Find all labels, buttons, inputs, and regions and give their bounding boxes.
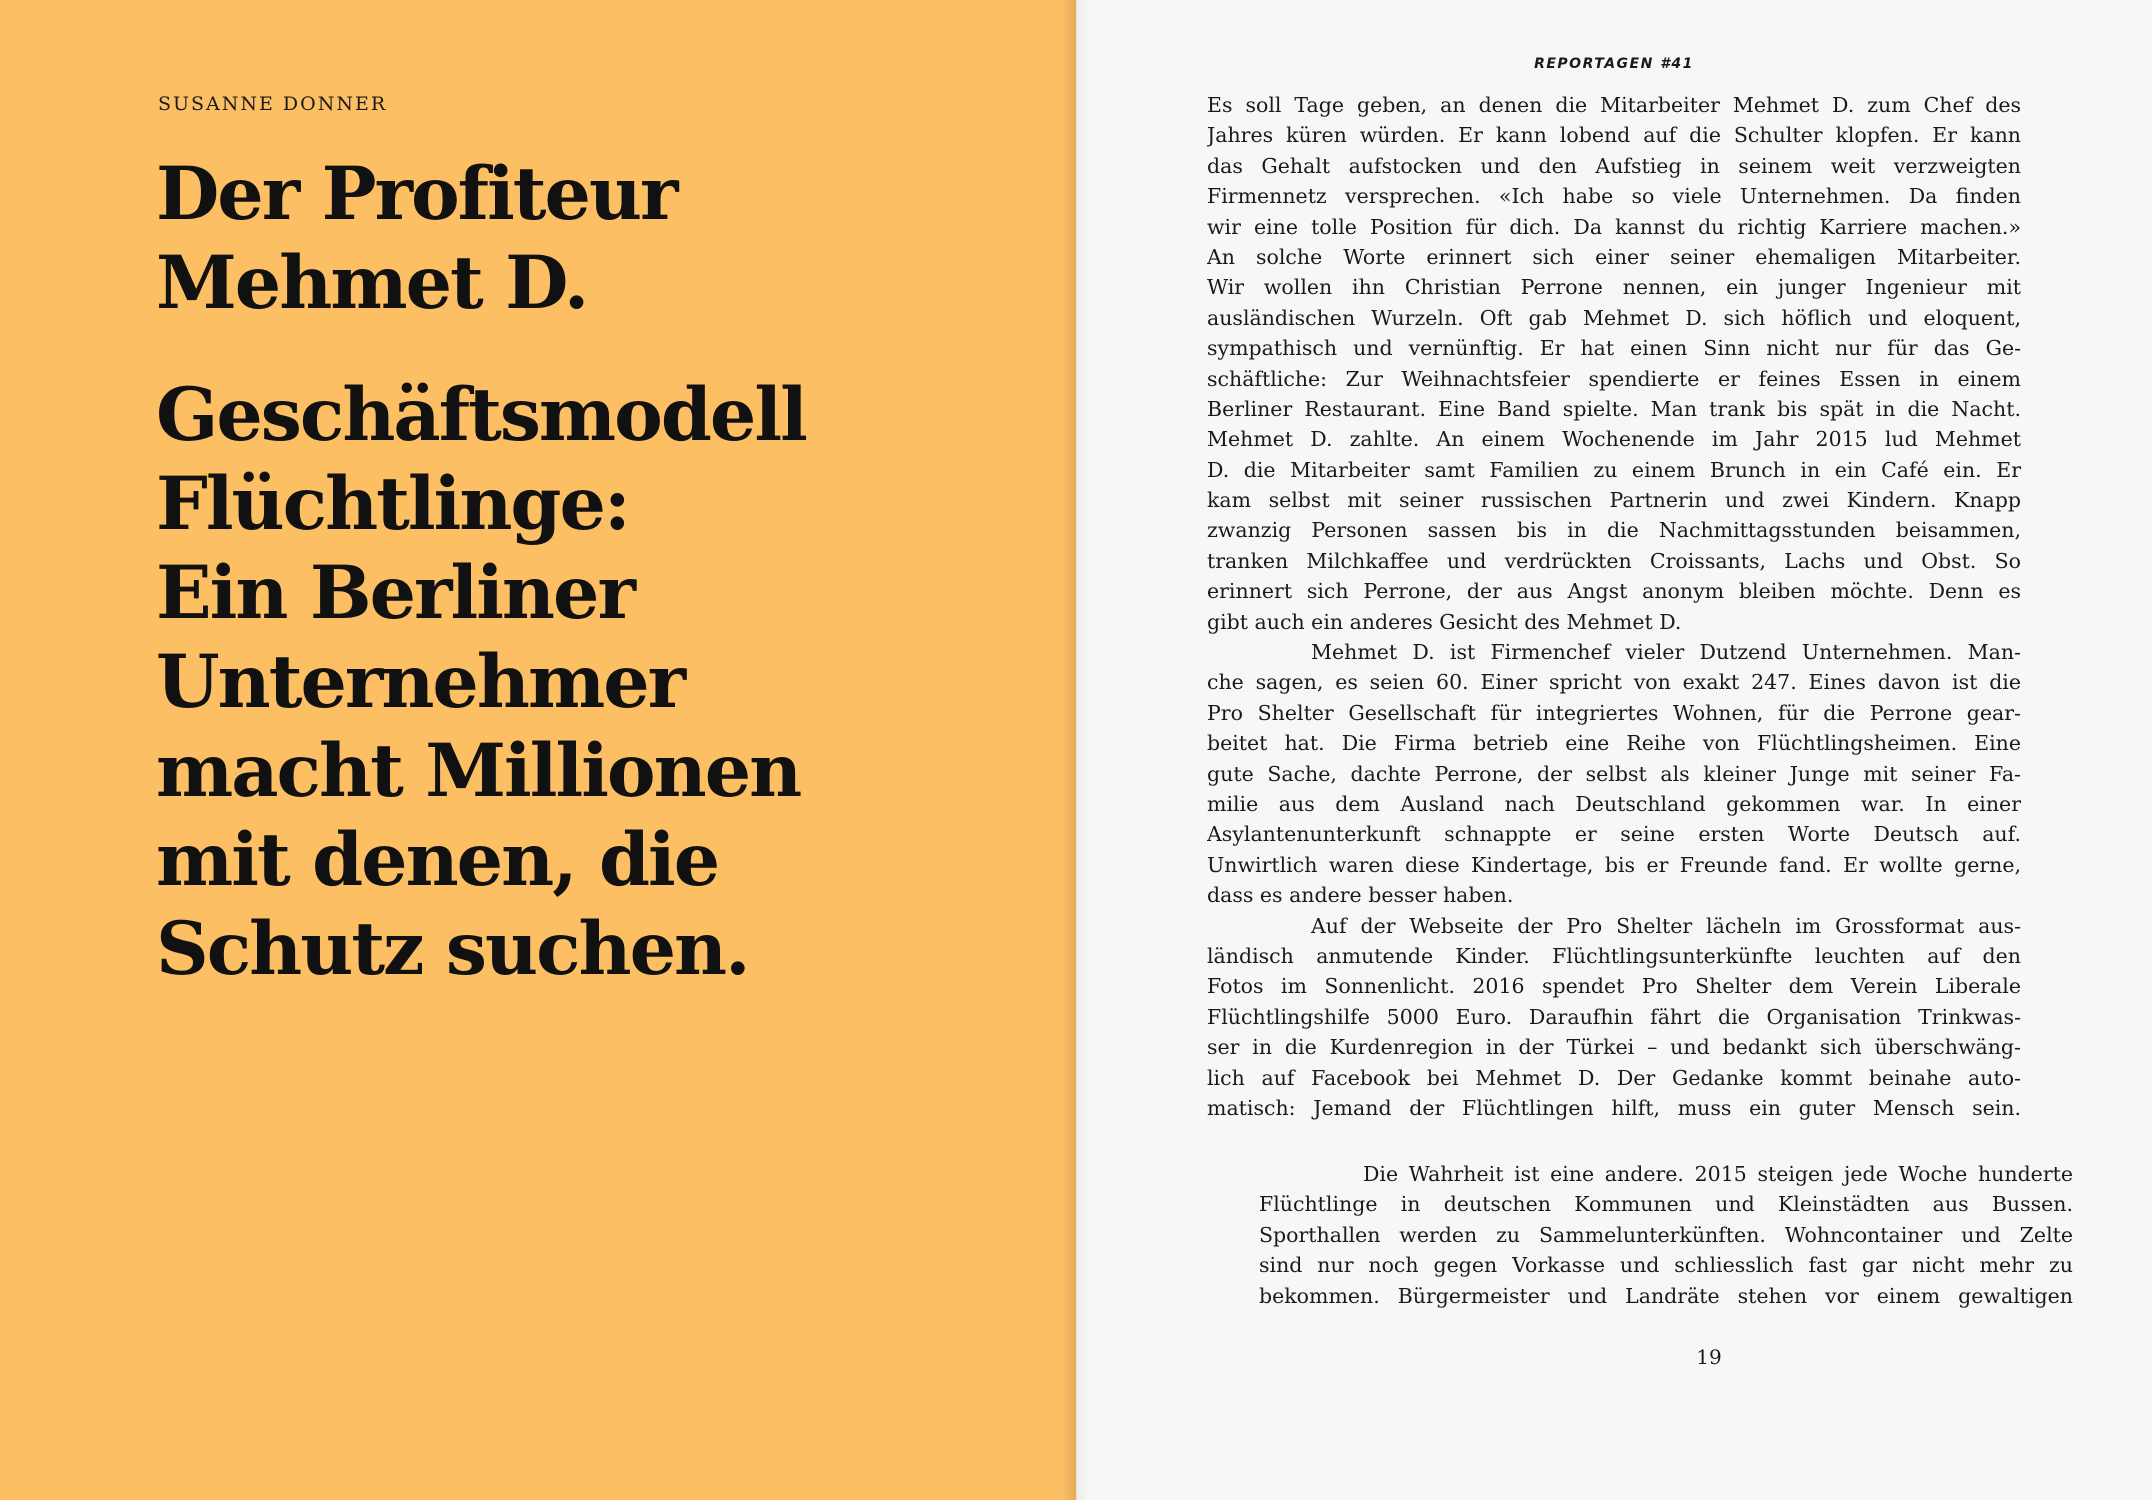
- body-line: das Gehalt aufstocken und den Aufstieg in seinem weit verzweigten: [1207, 153, 2021, 178]
- body-line: dass es andere besser haben.: [1207, 883, 1514, 908]
- body-line: schäftliche: Zur Weihnachtsfeier spendierte er feines Essen in einem: [1207, 366, 2021, 391]
- running-head: REPORTAGEN #41: [1534, 56, 1694, 72]
- body-line: Berliner Restaurant. Eine Band spielte. Man trank bis spät in die Nacht.: [1207, 396, 2021, 421]
- body-line: ländisch anmutende Kinder. Flüchtlingsunterkünfte leuchten auf den: [1207, 943, 2021, 968]
- body-line: D. die Mitarbeiter samt Familien zu einem Brunch in ein Café ein. Er: [1207, 457, 2021, 482]
- body-line: lich auf Facebook bei Mehmet D. Der Gedanke kommt beinahe auto-: [1207, 1065, 2021, 1090]
- author-name: SUSANNE DONNER: [158, 93, 388, 115]
- body-line: Auf der Webseite der Pro Shelter lächeln im Grossformat aus-: [1311, 913, 2021, 938]
- body-line: Unwirtlich waren diese Kindertage, bis er Freunde fand. Er wollte gerne,: [1207, 852, 2021, 877]
- body-line: che sagen, es seien 60. Einer spricht von exakt 247. Eines davon ist die: [1207, 670, 2021, 695]
- body-line: Pro Shelter Gesellschaft für integriertes Wohnen, für die Perrone gear-: [1207, 700, 2021, 725]
- body-line: Flüchtlinge in deutschen Kommunen und Kleinstädten aus Bussen.: [1259, 1192, 2073, 1217]
- body-line: gibt auch ein anderes Gesicht des Mehmet D.: [1207, 609, 1682, 634]
- body-line: Die Wahrheit ist eine andere. 2015 steigen jede Woche hunderte: [1363, 1162, 2073, 1186]
- body-line: gute Sache, dachte Perrone, der selbst als kleiner Junge mit seiner Fa-: [1207, 761, 2021, 786]
- body-line: wir eine tolle Position für dich. Da kannst du richtig Karriere machen.»: [1207, 214, 2021, 239]
- body-line: erinnert sich Perrone, der aus Angst anonym bleiben möchte. Denn es: [1207, 579, 2021, 604]
- page-number: [1076, 1345, 2152, 1369]
- article-headline: [156, 150, 1036, 994]
- body-line: Sporthallen werden zu Sammelunterkünften. Wohncontainer und Zelte: [1259, 1222, 2073, 1247]
- body-text-column: [1207, 90, 2021, 1123]
- body-line: An solche Worte erinnert sich einer seiner ehemaligen Mitarbeiter.: [1207, 244, 2021, 269]
- body-line: ausländischen Wurzeln. Oft gab Mehmet D. sich höflich und eloquent,: [1207, 305, 2021, 330]
- body-line: milie aus dem Ausland nach Deutschland gekommen war. In einer: [1207, 791, 2021, 816]
- title-line: Mehmet D.: [156, 240, 588, 326]
- body-line: Flüchtlingshilfe 5000 Euro. Daraufhin fährt die Organisation Trinkwas-: [1207, 1004, 2021, 1029]
- title-line: Der Profiteur: [156, 151, 677, 237]
- subtitle-line: Flüchtlinge:: [156, 461, 629, 547]
- body-line: Mehmet D. zahlte. An einem Wochenende im Jahr 2015 lud Mehmet: [1207, 427, 2021, 452]
- subtitle-line: macht Millionen: [156, 728, 801, 814]
- subtitle-line: Geschäftsmodell: [156, 372, 806, 458]
- body-line: Firmennetz versprechen. «Ich habe so viele Unternehmen. Da finden: [1207, 184, 2021, 209]
- body-line: kam selbst mit seiner russischen Partnerin und zwei Kindern. Knapp: [1207, 488, 2021, 513]
- subtitle-line: Schutz suchen.: [156, 906, 749, 992]
- body-line: Mehmet D. ist Firmenchef vieler Dutzend Unternehmen. Man-: [1311, 640, 2021, 665]
- body-line: sympathisch und vernünftig. Er hat einen Sinn nicht nur für das Ge-: [1207, 336, 2021, 361]
- body-line: zwanzig Personen sassen bis in die Nachmittagsstunden beisammen,: [1207, 518, 2021, 543]
- body-line: beitet hat. Die Firma betrieb eine Reihe von Flüchtlingsheimen. Eine: [1207, 731, 2021, 756]
- body-line: Jahres küren würden. Er kann lobend auf die Schulter klopfen. Er kann: [1207, 123, 2021, 148]
- body-line: matisch: Jemand der Flüchtlingen hilft, muss ein guter Mensch sein.: [1207, 1095, 2021, 1120]
- right-page: [1076, 0, 2152, 1500]
- subtitle-line: mit denen, die: [156, 817, 719, 903]
- body-line: ser in die Kurdenregion in der Türkei – und bedankt sich überschwäng-: [1207, 1035, 2021, 1060]
- body-line: Fotos im Sonnenlicht. 2016 spendet Pro Shelter dem Verein Liberale: [1207, 974, 2021, 999]
- body-line: Es soll Tage geben, an denen die Mitarbeiter Mehmet D. zum Chef des: [1207, 93, 2021, 117]
- body-text-continuation: [1259, 1159, 2073, 1311]
- body-line: bekommen. Bürgermeister und Landräte stehen vor einem gewaltigen: [1259, 1283, 2073, 1308]
- body-line: Wir wollen ihn Christian Perrone nennen, ein junger Ingenieur mit: [1207, 275, 2021, 300]
- headline-gap: [156, 328, 1036, 371]
- body-line: sind nur noch gegen Vorkasse und schliesslich fast gar nicht mehr zu: [1259, 1253, 2073, 1278]
- subtitle-line: Ein Berliner: [156, 550, 634, 636]
- body-line: tranken Milchkaffee und verdrückten Croissants, Lachs und Obst. So: [1207, 548, 2021, 573]
- subtitle-line: Unternehmer: [156, 639, 685, 725]
- page-number-text: 19: [1696, 1345, 1722, 1369]
- body-line: Asylantenunterkunft schnappte er seine ersten Worte Deutsch auf.: [1207, 822, 2021, 847]
